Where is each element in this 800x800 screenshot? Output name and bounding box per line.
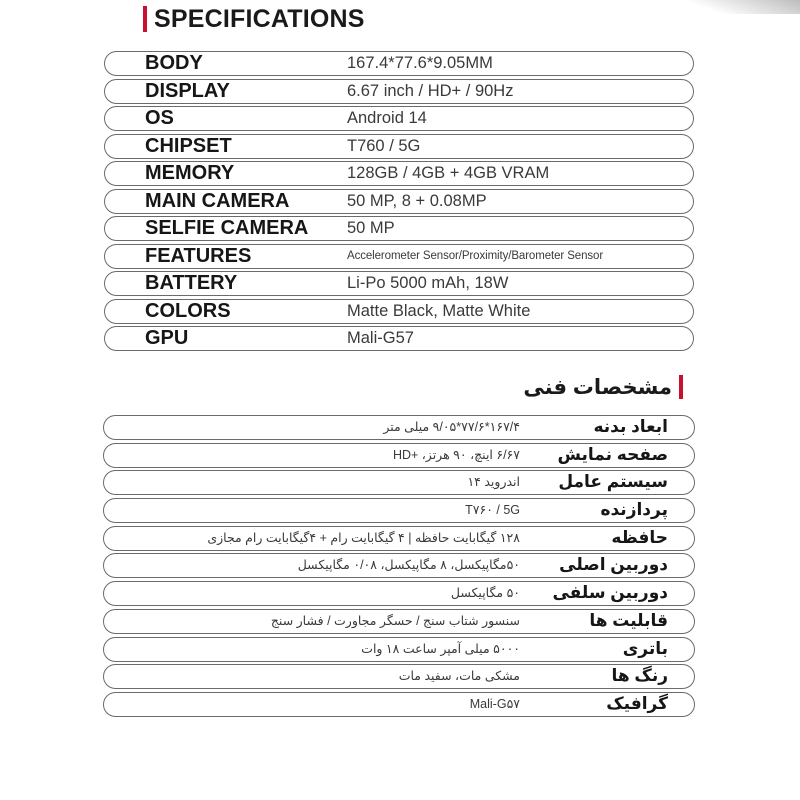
- spec-value: Mali-G57: [347, 329, 414, 347]
- fa-spec-label: صفحه نمایش: [557, 444, 668, 464]
- spec-value: Accelerometer Sensor/Proximity/Barometer Sensor: [347, 249, 604, 262]
- fa-spec-label: پردازنده: [600, 500, 668, 520]
- spec-value: T760 / 5G: [347, 136, 421, 155]
- spec-label: OS: [145, 107, 174, 129]
- spec-value: 128GB / 4GB + 4GB VRAM: [347, 164, 550, 182]
- spec-label: SELFIE CAMERA: [145, 217, 309, 239]
- fa-spec-value: اندروید ۱۴: [467, 475, 520, 490]
- spec-row-os: [104, 106, 694, 131]
- fa-spec-row-display: [103, 443, 695, 468]
- spec-row-memory: [104, 161, 694, 186]
- fa-spec-value: ۵۰ مگاپیکسل: [450, 586, 520, 601]
- fa-spec-label: باتری: [622, 638, 668, 658]
- fa-spec-value: T۷۶۰ / 5G: [465, 503, 520, 518]
- spec-row-selfie-camera: [104, 216, 694, 241]
- spec-label: FEATURES: [145, 244, 252, 267]
- fa-spec-value: مشکی مات، سفید مات: [398, 669, 520, 684]
- spec-row-body: [104, 51, 694, 76]
- spec-value: 50 MP: [347, 219, 395, 237]
- fa-spec-row-gpu: [103, 692, 695, 717]
- english-section-header: [143, 2, 365, 36]
- spec-row-colors: [104, 299, 694, 324]
- fa-spec-row-os: [103, 470, 695, 495]
- fa-spec-label: سیستم عامل: [558, 472, 668, 492]
- spec-value: 50 MP, 8 + 0.08MP: [347, 191, 487, 210]
- fa-spec-row-battery: [103, 637, 695, 662]
- fa-spec-label: ابعاد بدنه: [593, 417, 668, 436]
- spec-label: COLORS: [145, 299, 231, 322]
- spec-label: GPU: [145, 327, 189, 349]
- spec-row-gpu: [104, 326, 694, 351]
- spec-value: Matte Black, Matte White: [347, 301, 531, 320]
- persian-section-header: [523, 372, 683, 402]
- accent-bar: [679, 375, 683, 399]
- corner-shadow-decoration: [670, 0, 800, 14]
- fa-spec-label: قابلیت ها: [589, 610, 668, 630]
- spec-row-features: [104, 244, 694, 269]
- spec-label: MEMORY: [145, 162, 235, 184]
- spec-label: BATTERY: [145, 272, 238, 294]
- fa-spec-label: حافظه: [611, 527, 668, 547]
- fa-spec-label: گرافیک: [606, 693, 668, 713]
- fa-spec-label: دوربین اصلی: [559, 555, 668, 575]
- fa-spec-value: ۵۰مگاپیکسل، ۸ مگاپیکسل، ۰/۰۸ مگاپیکسل: [297, 558, 520, 573]
- fa-spec-row-body: [103, 415, 695, 440]
- fa-spec-label: رنگ ها: [611, 666, 668, 686]
- fa-spec-value: سنسور شتاب سنج / حسگر مجاورت / فشار سنج: [270, 613, 520, 628]
- fa-spec-value: ۱۶۷/۴*۷۷/۶*۹/۰۵ میلی متر: [383, 420, 520, 434]
- spec-value: Android 14: [347, 109, 427, 127]
- spec-label: BODY: [145, 52, 203, 74]
- accent-bar: [143, 6, 147, 32]
- fa-spec-row-chipset: [103, 498, 695, 523]
- spec-label: MAIN CAMERA: [145, 189, 290, 212]
- persian-section-title: مشخصات فنی: [523, 375, 672, 399]
- fa-spec-row-memory: [103, 526, 695, 551]
- fa-spec-row-selfie-camera: [103, 581, 695, 606]
- fa-spec-value: ۵۰۰۰ میلی آمپر ساعت ۱۸ وات: [361, 641, 520, 656]
- fa-spec-row-main-camera: [103, 553, 695, 578]
- fa-spec-row-features: [103, 609, 695, 634]
- fa-spec-label: دوربین سلفی: [552, 583, 668, 603]
- spec-label: CHIPSET: [145, 134, 232, 157]
- english-spec-list: [104, 51, 694, 354]
- fa-spec-value: ۶/۶۷ اینچ، ۹۰ هرتز، +HD: [392, 447, 520, 462]
- english-section-title: SPECIFICATIONS: [154, 4, 365, 33]
- spec-row-battery: [104, 271, 694, 296]
- spec-value: 6.67 inch / HD+ / 90Hz: [347, 81, 514, 100]
- spec-value: 167.4*77.6*9.05MM: [347, 54, 493, 72]
- spec-row-main-camera: [104, 189, 694, 214]
- spec-row-chipset: [104, 134, 694, 159]
- fa-spec-row-colors: [103, 664, 695, 689]
- spec-row-display: [104, 79, 694, 104]
- fa-spec-value: ۱۲۸ گیگابایت حافظه | ۴ گیگابایت رام + ۴گیگابایت رام مجازی: [207, 530, 520, 545]
- fa-spec-value: Mali-G۵۷: [469, 696, 520, 711]
- spec-value: Li-Po 5000 mAh, 18W: [347, 274, 509, 292]
- spec-label: DISPLAY: [145, 79, 230, 102]
- persian-spec-list: [103, 415, 695, 720]
